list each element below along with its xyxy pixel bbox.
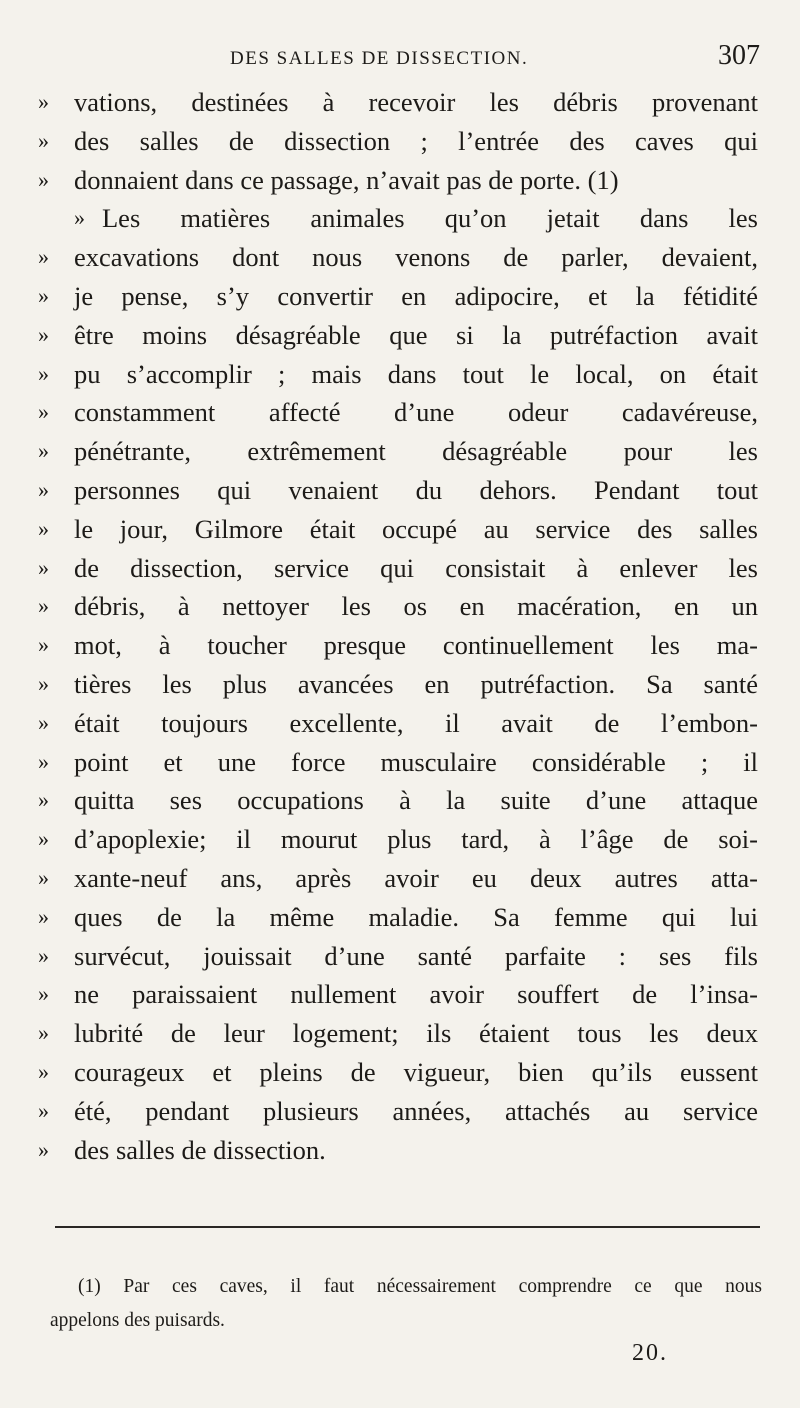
line-text: je pense, s’y convertir en adipocire, et la fétidité <box>74 280 758 311</box>
footnote <box>50 1270 762 1338</box>
text-line <box>38 975 758 1014</box>
line-text: xante-neuf ans, après avoir eu deux autres atta- <box>74 862 758 893</box>
quote-mark: » <box>38 787 49 813</box>
line-text: lubrité de leur logement; ils étaient tous les deux <box>74 1018 758 1049</box>
quote-mark: » <box>38 399 49 425</box>
line-text: donnaient dans ce passage, n’avait pas de porte. (1) <box>74 164 619 195</box>
line-text: pu s’accomplir ; mais dans tout le local, on était <box>74 358 758 389</box>
text-line <box>38 549 758 588</box>
line-text: des salles de dissection ; l’entrée des caves qui <box>74 125 758 156</box>
quote-mark: » <box>38 593 49 619</box>
text-line <box>38 83 758 122</box>
quote-mark: » <box>38 748 49 774</box>
line-text: excavations dont nous venons de parler, devaient, <box>74 242 758 273</box>
text-line <box>38 238 758 277</box>
quote-mark: » <box>38 282 49 308</box>
page-header <box>60 40 760 80</box>
body-text <box>38 83 758 1169</box>
text-line <box>38 1131 758 1170</box>
text-line <box>38 704 758 743</box>
line-text: survécut, jouissait d’une santé parfaite : ses fils <box>74 940 758 971</box>
text-line <box>38 1092 758 1131</box>
quote-mark: » <box>38 166 49 192</box>
signature-mark: 20. <box>632 1340 668 1366</box>
quote-mark: » <box>38 321 49 347</box>
line-text: quitta ses occupations à la suite d’une attaque <box>74 785 758 816</box>
line-text: été, pendant plusieurs années, attachés au service <box>74 1095 758 1126</box>
text-line <box>38 316 758 355</box>
quote-mark: » <box>38 826 49 852</box>
text-line <box>38 161 758 200</box>
quote-mark: » <box>38 127 49 153</box>
line-text: d’apoplexie; il mourut plus tard, à l’âge de soi- <box>74 824 758 855</box>
text-line <box>38 587 758 626</box>
text-line <box>38 471 758 510</box>
text-line <box>38 626 758 665</box>
line-text: pénétrante, extrêmement désagréable pour les <box>74 436 758 467</box>
text-line <box>38 122 758 161</box>
text-line <box>38 355 758 394</box>
footnote-line: appelons des puisards. <box>50 1310 225 1331</box>
footnote-line: (1) Par ces caves, il faut nécessairement comprendre ce que nous <box>78 1276 762 1297</box>
quote-mark: » <box>38 864 49 890</box>
text-line <box>38 393 758 432</box>
quote-mark: » <box>38 476 49 502</box>
text-line <box>38 1014 758 1053</box>
line-text: ne paraissaient nullement avoir souffert de l’insa- <box>74 979 758 1010</box>
text-line <box>38 199 758 238</box>
quote-mark: » <box>38 1020 49 1046</box>
line-text: être moins désagréable que si la putréfaction avait <box>74 319 758 350</box>
line-text: constamment affecté d’une odeur cadavéreuse, <box>74 397 758 428</box>
text-line <box>38 665 758 704</box>
quote-mark: » <box>38 554 49 580</box>
text-line <box>38 1053 758 1092</box>
line-text: mot, à toucher presque continuellement les ma- <box>74 630 758 661</box>
page-number: 307 <box>718 40 760 71</box>
line-text: Les matières animales qu’on jetait dans les <box>102 203 758 234</box>
quote-mark: » <box>38 1097 49 1123</box>
quote-mark: » <box>38 1058 49 1084</box>
quote-mark: » <box>38 670 49 696</box>
quote-mark: » <box>38 981 49 1007</box>
text-line <box>38 859 758 898</box>
line-text: des salles de dissection. <box>74 1134 326 1165</box>
line-text: ques de la même maladie. Sa femme qui lui <box>74 901 758 932</box>
line-text: point et une force musculaire considérable ; il <box>74 746 758 777</box>
running-head: DES SALLES DE DISSECTION. <box>230 48 529 69</box>
line-text: tières les plus avancées en putréfaction. Sa santé <box>74 668 758 699</box>
quote-mark: » <box>38 1136 49 1162</box>
text-line <box>38 432 758 471</box>
quote-mark: » <box>38 360 49 386</box>
quote-mark: » <box>38 515 49 541</box>
quote-mark: » <box>38 244 49 270</box>
text-line <box>38 937 758 976</box>
text-line <box>38 510 758 549</box>
line-text: courageux et pleins de vigueur, bien qu’ils eussent <box>74 1056 758 1087</box>
text-line <box>38 743 758 782</box>
quote-mark: » <box>38 438 49 464</box>
line-text: vations, destinées à recevoir les débris provenant <box>74 87 758 117</box>
text-line <box>38 277 758 316</box>
quote-mark: » <box>38 709 49 735</box>
line-text: le jour, Gilmore était occupé au service des salles <box>74 513 758 544</box>
text-line <box>38 781 758 820</box>
line-text: personnes qui venaient du dehors. Pendant tout <box>74 474 758 505</box>
quote-mark: » <box>38 942 49 968</box>
text-line <box>38 820 758 859</box>
quote-mark: » <box>74 205 85 231</box>
text-line <box>38 898 758 937</box>
quote-mark: » <box>38 632 49 658</box>
footnote-rule <box>55 1226 760 1228</box>
quote-mark: » <box>38 903 49 929</box>
line-text: était toujours excellente, il avait de l’embon- <box>74 707 758 738</box>
quote-mark: » <box>38 89 49 114</box>
line-text: débris, à nettoyer les os en macération, en un <box>74 591 758 622</box>
line-text: de dissection, service qui consistait à enlever les <box>74 552 758 583</box>
